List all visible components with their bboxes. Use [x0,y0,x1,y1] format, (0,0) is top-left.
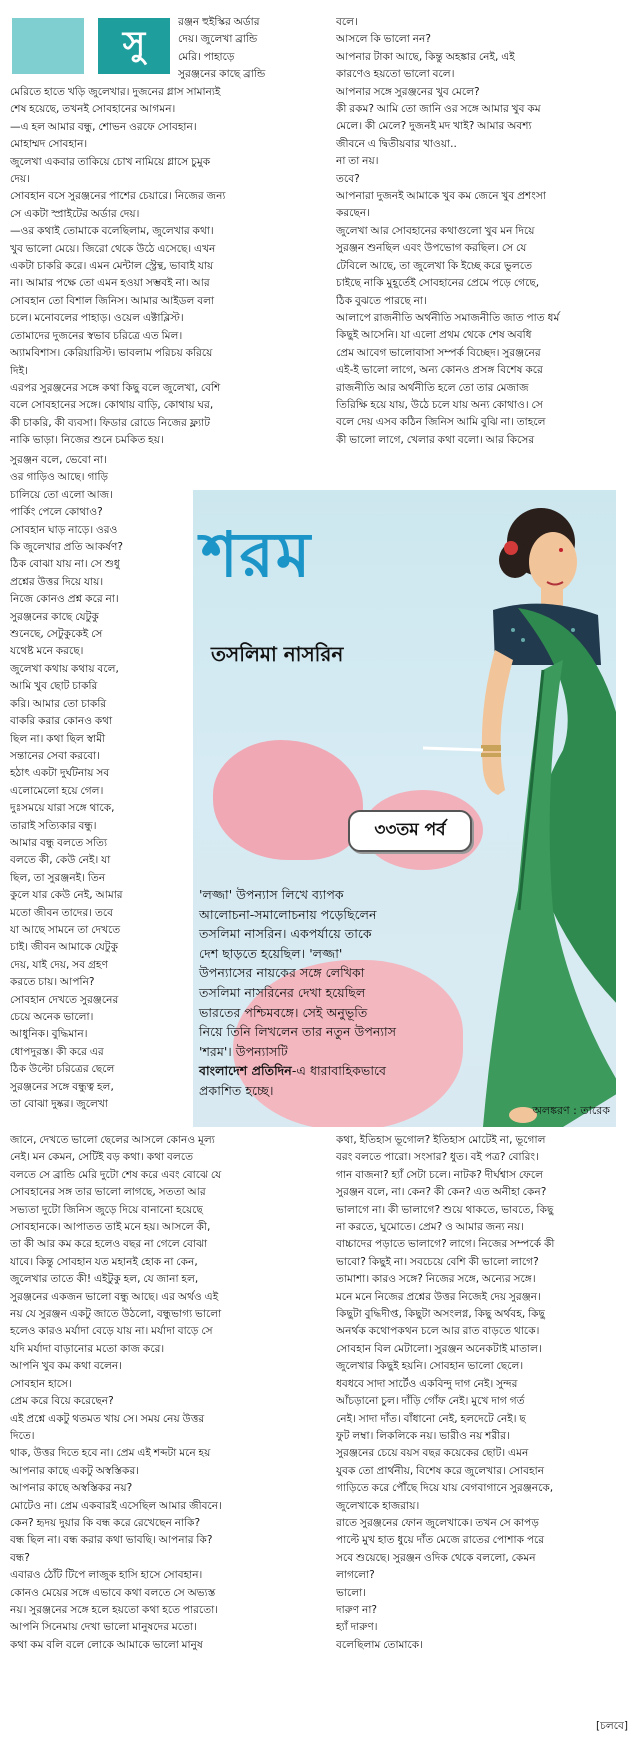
text-line: আপনার কাছে একটু অস্বস্তিকর। [10,1464,140,1477]
text-line: জীবনে এ দ্বিতীয়বার খাওয়া.. [336,137,457,150]
col-b-bottom [336,1132,632,1654]
text-line: মনে মনে নিজের প্রশ্নের উত্তর নিজেই দেয় সুরঞ্জন। [336,1290,541,1303]
text-line: ঠিক বুঝতে পারছে না। [336,294,427,307]
text-line: গান বাজনা? হ্যাঁ সেটা চলে। নাটক? দীর্ঘশ্বাস ফেলে [336,1168,544,1181]
text-line: সোবহান তো বিশাল জিনিস। আমার আইডল বলা [10,294,215,307]
text-line: রাতে সুরঞ্জনের ফোন জুলেখাকে। তখন সে কাপড় [336,1516,539,1529]
text-line: ভালো। [336,1586,366,1599]
text-line: নেই। সাদা দাঁত। বাঁধানো নেই, হলদেটে নেই। ছ [336,1412,526,1425]
text-line: সুরঞ্জনের কাছে ব্রান্ডি [178,68,266,81]
text-line: কথা, ইতিহাস ভূগোল? ইতিহাস মোটেই না, ভূগোল [336,1134,546,1146]
text-line: বলেছিলাম তোমাকে। [336,1638,423,1651]
continued-marker: [চলবে] [595,1720,628,1732]
text-line: করতে চায়। আপনি? [10,976,95,989]
text-line: যুবক তো প্রার্থনীয়, বিশেষ করে জুলেখার। সোবহান [336,1464,545,1477]
intro-line [199,1061,499,1081]
text-line: এই প্রশ্নে একটু থতমত খায় সে। সময় নেয় উত্তর [10,1412,205,1425]
text-line: আপনি খুব কম কথা বলেন। [10,1360,123,1373]
text-line: সোবহান দেখতে সুরঞ্জনের [10,993,119,1006]
intro-text [199,885,499,1101]
text-line: —ওর কথাই তোমাকে বলেছিলাম, জুলেখার কথা। [10,225,214,238]
text-line: বন্ধ? [10,1551,30,1564]
text-line: টেবিলে আছে, তা জুলেখা কি ইচ্ছে করে ভুলতে [336,259,533,272]
text-line: চলে। মনোবলের পাহাড়। ওয়েল এক্টাব্লিস্ট। [10,312,184,325]
text-line: বলে। [336,16,358,28]
text-line: মেরিতে হাতে খড়ি জুলেখার। দুজনের গ্লাস সামান্যই [10,86,221,98]
text-line: খুব ভালো মেয়ে। জিরো থেকে উঠে এসেছে। এখন [10,242,216,255]
text-line: আমি খুব ছোট চাকরি [10,680,98,693]
text-line: সুরঞ্জনের একজন ভালো বন্ধু আছে। এর অর্থও এই [10,1290,219,1303]
text-line: যথেষ্ট মনে করছে। [10,645,84,658]
intro-line: ভারতের পশ্চিমবঙ্গে। সেই অনুভূতি [199,1004,368,1020]
text-line: সুরঞ্জন বলে, ভেবো না। [10,454,107,466]
col-a-full [10,84,332,450]
text-line: ভাবো? কিছুই না। সবচেয়ে বেশি কী ভালো লাগে? [336,1255,539,1268]
text-line: জুলেখার তাতে কী! এইটুকু হল, যে জানা হল, [10,1273,199,1286]
text-line: তামাশা। কারও সঙ্গে? নিজের সঙ্গে, অন্যের সঙ্গে। [336,1273,536,1286]
text-line: আধুনিক। বুদ্ধিমান। [10,1028,88,1041]
col-a-narrow [10,452,190,1113]
text-line: তবে? [336,172,360,185]
text-line: আমার বন্ধু বলতে সত্যি [10,836,108,849]
text-line: কিছুটা বুদ্ধিদীপ্ত, কিছুটা অসংলগ্ন, কিছু অর্থবহ, কিছু [336,1308,545,1321]
text-line: অ্যামবিশাস। কেরিয়ারিস্ট। ভাবলাম পরিচয় করিয়ে [10,347,213,360]
text-line: ঠিক বোঝা যায় না। সে শুধু [10,558,120,571]
text-line: —এ হল আমার বন্ধু, শোভন ওরফে সোবহান। [10,120,197,133]
text-line: সোবহান হাসে। [10,1377,72,1390]
text-line: আপনারা দুজনই আমাকে খুব কম জেনে খুব প্রশংসা [336,190,546,203]
text-line: মেলে। কী মেলে? দুজনই মদ খাই? আমার অবশ্য [336,120,532,133]
text-line: দুঃসময়ে যারা সঙ্গে থাকে, [10,802,115,815]
text-line: প্রেম করে বিয়ে করেছেন? [10,1395,114,1408]
text-line: আঁচড়ানো চুল। দাঁড়ি গোঁফ নেই। মুখে দাগ গর্ত [336,1395,525,1408]
text-line: কথা কম বলি বলে লোকে আমাকে ভালো মানুষ [10,1638,203,1651]
text-line: সোবহানের সঙ্গ তার ভালো লাগছে, সততা আর [10,1186,206,1199]
intro-line: আলোচনা-সমালোচনায় পড়েছিলেন [199,906,377,922]
text-line: ফুট লম্বা। লিকলিকে নয়। ভারীও নয় শরীর। [336,1429,510,1442]
text-line: হঠাৎ একটা দুর্ঘটনায় সব [10,767,110,780]
text-line: রাজনীতি আর অর্থনীতি হলে তো তার মেজাজ [336,381,529,394]
text-line: ছিল না। কথা ছিল স্বামী [10,732,106,745]
text-line: এবারও ঠোঁট টিপে লাজুক হাসি হাসে সোবহান। [10,1569,203,1582]
text-line: ধবধবে সাদা সার্টেও একবিন্দু দাগ নেই। সুন্দর [336,1377,518,1390]
text-line: কোনও মেয়ের সঙ্গে এভাবে কথা বলতে সে অভ্যস্ত [10,1586,216,1599]
text-line: আপনার টাকা আছে, কিন্তু অহঙ্কার নেই, এই [336,50,515,63]
text-line: সুরঞ্জনের কাছে যেটুকু [10,610,99,623]
text-line: বাকরি করার কোনও কথা [10,715,113,728]
newspaper-name: বাংলাদেশ প্রতিদিন [199,1063,292,1079]
text-line: ওর গাড়িও আছে। গাড়ি [10,471,109,484]
text-line: পাল্টে মুখ হাত ধুয়ে দাঁত মেজে রাতের পোশাক পরে [336,1534,545,1547]
text-line: কী ভালো লাগে, খেলার কথা বলো। আর কিসের [336,433,535,446]
intro-line: 'শরম'। উপন্যাসটি [199,1043,288,1059]
text-line: তারাই সত্যিকার বন্ধু। [10,819,97,832]
text-line: রঞ্জন হুইস্কির অর্ডার [178,16,260,28]
text-line: কিছুই আসেনি। যা এলো প্রথম থেকে শেষ অবধি [336,329,532,342]
serial-title: শরম [201,518,313,591]
text-line: সন্তানের সেবা করবো। [10,749,101,762]
serial-banner [193,490,616,1127]
text-line: যাবে। কিন্তু সোবহান যত মহানই হোক না কেন, [10,1255,198,1268]
text-line: সোবহান বসে সুরঞ্জনের পাশের চেয়ারে। নিজের জন্য [10,190,226,203]
intro-line: নিয়ে তিনি লিখলেন তার নতুন উপন্যাস [199,1024,397,1040]
text-line: না। আমার পক্ষে তো এমন হওয়া সম্ভবই না। আর [10,277,210,290]
pink-blob [213,740,363,860]
intro-line: তসলিমা নাসরিনের দেখা হয়েছিল [199,984,366,1000]
text-line: এই-ই ভালো লাগে, অন্য কোনও প্রসঙ্গ বিশেষ করে [336,364,543,377]
text-line: জুলেখার কিছুই হয়নি। সোবহান ভালো ছেলে। [336,1360,524,1373]
col-b-top [336,14,632,449]
decor-square-light [12,18,84,74]
intro-line: প্রকাশিত হচ্ছে। [199,1082,274,1098]
text-line: তিরিক্ষি হয়ে যায়, উঠে চলে যায় অন্য কোথাও। সে [336,398,543,411]
text-line: চালিয়ে তো এলো আজ। [10,488,114,501]
text-line: এলোমেলো হয়ে গেল। [10,784,104,797]
text-line: আপনি সিনেমায় দেখা ভালো মানুষদের মতো। [10,1621,197,1634]
text-line: তোমাদের দুজনের স্বভাব চরিত্রে এত মিল। [10,329,183,342]
text-line: অনর্থক কথোপকথন চলে আর রাত বাড়তে থাকে। [336,1325,540,1338]
text-line: নাকি ভাড়া। নিজের শুনে চমকিত হয়। [10,434,164,447]
text-line: সুরঞ্জন শুনছিল এবং উপভোগ করছিল। সে যে [336,242,527,255]
text-line: সুরঞ্জন বলে, না। কেন? কী কেন? এত অনীহা কেন? [336,1186,547,1199]
text-line: তা কী আর কম করে হলেও বছর না গেলে বোঝা [10,1238,208,1251]
text-line: বলে দেয় এসব কঠিন জিনিস আমি বুঝি না। তাহলে [336,416,546,429]
text-line: মোটেও না। প্রেম একবারই এসেছিল আমার জীবনে। [10,1499,222,1512]
text-line: হলেও কারও মর্যাদা বেড়ে যায় না। মর্যাদা বাড়ে সে [10,1325,213,1338]
text-line: ছিল, তা সুরঞ্জনই। তিন [10,871,106,884]
text-line: সুরঞ্জনের সঙ্গে বন্ধুত্ব হল, [10,1080,114,1093]
intro-line: তসলিমা নাসরিন। একপর্যায়ে তাকে [199,926,372,942]
text-line: নয়। সুরঞ্জনের সঙ্গে হলে হয়তো কথা হতে পারতো। [10,1603,219,1616]
text-line: হ্যাঁ দারুণ। [336,1621,378,1634]
text-line: দিই। [10,364,28,377]
text-line: বন্ধ ছিল না। বন্ধ করার কথা ভাবছি। আপনার কি? [10,1534,213,1547]
text-line: ধোপদুরস্ত। কী করে এর [10,1045,104,1058]
text-line: কুলে যার কেউ নেই, আমার [10,889,123,902]
intro-tail: -এ ধারাবাহিকভাবে [291,1063,387,1079]
text-line: দেয়, যাই দেয়, সব গ্রহণ [10,958,108,971]
text-line: ঠিক উল্টো চরিত্রের ছেলে [10,1063,115,1076]
text-line: মেরি। পাহাড়ে [178,50,235,63]
text-line: কারণেও হয়তো ভালো বলে। [336,68,455,81]
text-line: আপনার কাছে অস্বস্তিকর নয়? [10,1482,133,1495]
author-name: তসলিমা নাসরিন [211,642,344,666]
text-line: একটা চাকরি করে। এমন মেন্টাল স্ট্রেন্থ, ভাবাই যায় [10,260,214,273]
text-line: আলাপে রাজনীতি অর্থনীতি সমাজনীতি জাত পাত ধর্ম [336,311,560,324]
text-line: সবে শুয়েছে। সুরঞ্জন ওদিক থেকে বললো, কেমন [336,1551,536,1564]
dropcap: সু [98,18,170,74]
intro-line: দেশ ছাড়তে হয়েছিল। 'লজ্জা' [199,945,343,961]
text-line: কী রকম? আমি তো জানি ওর সঙ্গে আমার খুব কম [336,103,541,116]
text-line: সে একটা স্প্রাইটের অর্ডার দেয়। [10,207,140,220]
text-line: জানে, দেখতে ভালো ছেলের আসলে কোনও মূল্য [10,1134,215,1146]
text-line: বলে সোবহানের সঙ্গে। কোথায় বাড়ি, কোথায় ঘর, [10,399,214,412]
text-line: না করতে, ঘুমোতে। প্রেম? ও আমার জন্য নয়। [336,1221,524,1234]
text-line: বরং বলতে পারো। সংসার? ধুত। বই পত্র? বোরিং। [336,1151,539,1164]
intro-line: 'লজ্জা' উপন্যাস লিখে ব্যাপক [199,887,344,902]
text-line: কি জুলেখার প্রতি আকর্ষণ? [10,541,124,554]
text-line: শেষ হয়েছে, তখনই সোবহানের আগমন। [10,103,176,116]
text-line: আসলে কি ভালো নন? [336,33,432,46]
illustration-credit: অলঙ্করণ : তারেক [532,1104,610,1117]
col-a-bottom [10,1132,332,1654]
text-line: দেয়। জুলেখা ব্রান্ডি [178,33,258,46]
intro-line: উপন্যাসের নায়কের সঙ্গে লেখিকা [199,965,365,981]
text-line: আপনার সঙ্গে সুরঞ্জনের খুব মেলে? [336,85,480,98]
text-line: প্রশ্নের উত্তর দিয়ে যায়। [10,575,104,588]
text-line: জুলেখা আর সোবহানের কথাগুলো খুব মন দিয়ে [336,224,535,237]
text-line: সুরঞ্জনের চেয়ে বয়স বছর কয়েকের ছোট। এমন [336,1447,529,1460]
text-line: মতো জীবন তাদের। তবে [10,906,114,919]
text-line: প্রেম আবেগ ভালোবাসা সম্পর্ক বিচ্ছেদ। সুরঞ্জনের [336,346,541,359]
text-line: সভ্যতা দুটো জিনিস জুড়ে দিয়ে বানানো হয়েছে [10,1203,203,1216]
text-line: নয় যে সুরঞ্জন একটু জাতে উঠলো, বন্ধুভাগ্য ভালো [10,1308,222,1321]
text-line: দিতে। [10,1429,35,1442]
text-line: করি। আমার তো চাকরি [10,697,107,710]
text-line: জুলেখা কথায় কথায় বলে, [10,662,119,675]
text-line: শুনেছে, সেটুকুকেই সে [10,628,103,641]
text-line: পার্কিং পেলে কোথাও? [10,506,103,519]
episode-badge: ৩৩তম পর্ব [348,810,472,852]
text-line: তা বোঝা দুষ্কর। জুলেখা [10,1098,108,1111]
text-line: দারুণ না? [336,1603,378,1616]
col-a-top [178,14,328,84]
text-line: নেই। মন কেমন, সেটিই বড় কথা। কথা বলতে [10,1151,194,1164]
text-line: কী চাকরি, কী ব্যবসা। ফিডার রোডে নিজের ফ্ল্যাট [10,416,210,429]
text-line: জুলেখা একবার তাকিয়ে চোখ নামিয়ে গ্লাসে চুমুক [10,155,211,168]
text-line: থাক, উত্তর দিতে হবে না। প্রেম এই শব্দটা মনে হয় [10,1447,211,1460]
text-line: ভালাগে না। কী ভালাগে? শুয়ে থাকতে, ভাবতে, কিছু [336,1203,554,1216]
text-line: সোবহানকে। আপাতত তাই মনে হয়। আসলে কী, [10,1221,211,1234]
text-line: চেয়ে অনেক ভালো। [10,1011,94,1023]
text-line: এরপর সুরঞ্জনের সঙ্গে কথা কিছু বলে জুলেখা, বেশি [10,381,221,394]
text-line: মোহাম্মদ সোবহান। [10,138,88,151]
text-line: দেয়। [10,173,30,186]
text-line: না তা নয়। [336,155,379,168]
text-line: কেন? হৃদয় দুয়ার কি বন্ধ করে রেখেছেন নাকি? [10,1516,201,1529]
text-line: বলতে সে ব্রান্ডি মেরি দুটো শেষ করে এবং বোঝে যে [10,1168,222,1181]
text-line: যা আছে সামনে তা দেখতে [10,923,121,936]
text-line: লাগলো? [336,1569,375,1582]
text-line: বাচ্চাদের পড়াতে ভালাগে? লাগে। নিজের সম্পর্কে কী [336,1238,555,1251]
text-line: বলতে কী, কেউ নেই। যা [10,854,111,867]
text-line: চাইছে নাকি মুহূর্তেই সোবহানের প্রেমে পড়ে গেছে, [336,277,540,290]
text-line: সোবহান বিল মেটালো। সুরঞ্জন অনেকটাই মাতাল। [336,1342,542,1355]
text-line: চাই। জীবন আমাকে যেটুকু [10,941,118,954]
text-line: নিজে কোনও প্রশ্ন করে না। [10,593,119,606]
text-line: জুলেখাকে হাজরায়। [336,1499,420,1512]
text-line: গাড়িতে করে পৌঁছে দিয়ে যায় বেগবাগানে সুরঞ্জনকে, [336,1482,554,1495]
text-line: সোবহান ঘাড় নাড়ে। ওরও [10,523,118,536]
text-line: যদি মর্যাদা বাড়ানোর মতো কাজ করে। [10,1342,165,1355]
text-line: করছেন। [336,207,371,220]
